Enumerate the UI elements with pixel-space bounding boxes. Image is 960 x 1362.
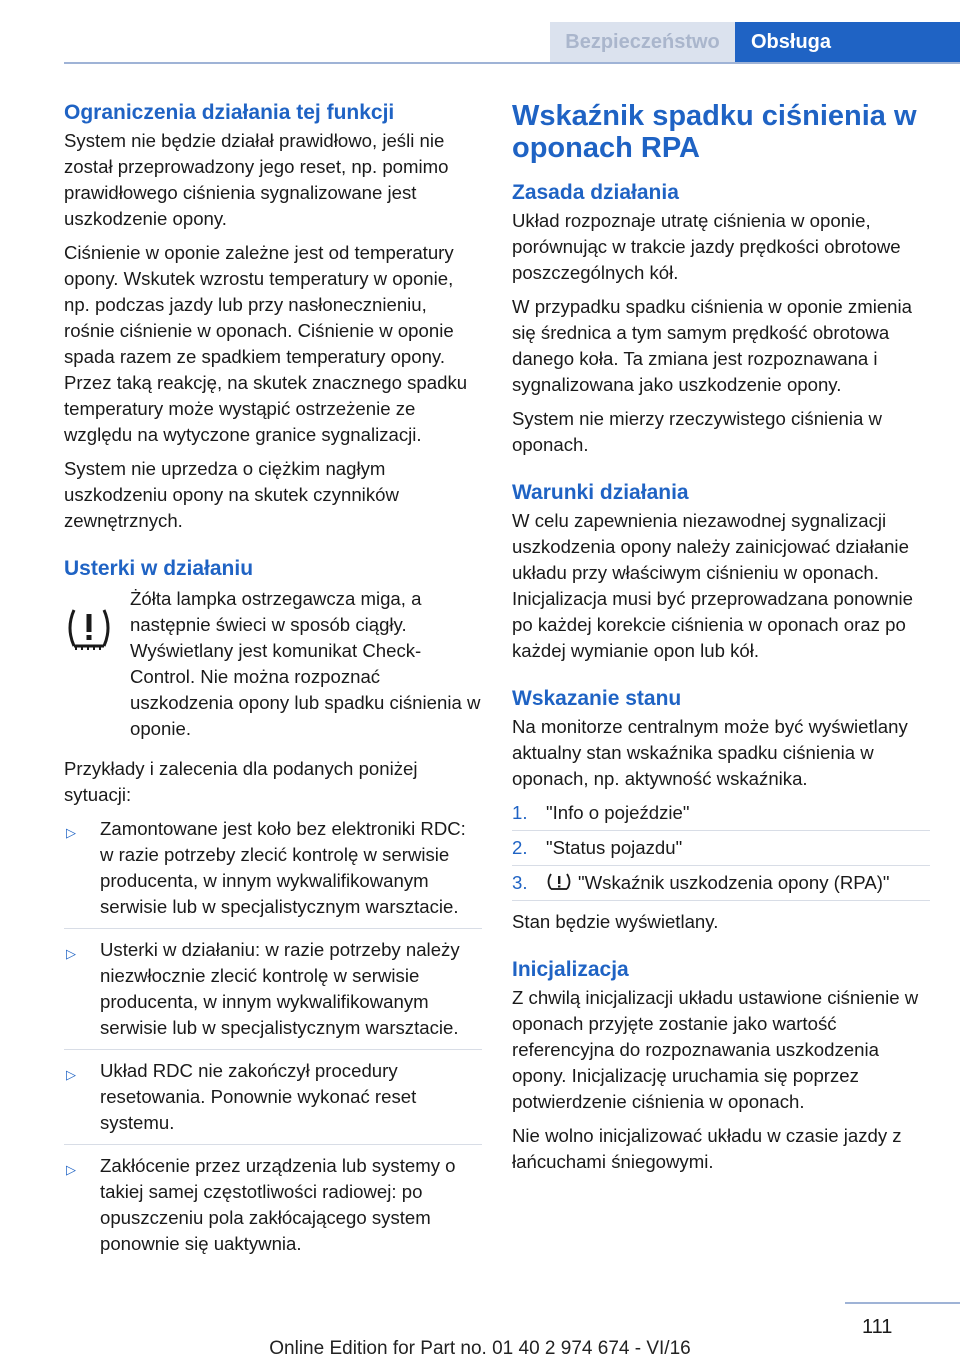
init-paragraph-2: Nie wolno inicjalizować układu w czasie jazdy z łańcuchami śniegowymi.: [512, 1125, 902, 1172]
status-heading: Wskazanie stanu: [512, 687, 682, 710]
tab-section[interactable]: Bezpieczeństwo: [550, 22, 735, 62]
footer-edition: Online Edition for Part no. 01 40 2 974 674 - VI/16: [269, 1338, 691, 1359]
steps-list: [512, 800, 930, 901]
triangle-bullet-icon: ▷: [66, 1067, 76, 1082]
faults-heading: Usterki w działaniu: [64, 557, 254, 580]
rpa-icon: [546, 872, 572, 892]
list-item: 1. "Info o pojeździe": [512, 800, 930, 831]
list-item: ▷ Układ RDC nie zakończył procedury resetowania. Ponownie wykonać reset systemu.: [64, 1058, 482, 1145]
principle-paragraph-2: W przypadku spadku ciśnienia w oponie zmienia się średnica a tym samym prędkość obrotowa danego koła. Ta zmiana jest rozpoznawana i sygnalizowana jako uszkodzenie opony.: [512, 296, 912, 395]
principle-paragraph-1: Układ rozpoznaje utratę ciśnienia w oponie, porównując w trakcie jazdy prędkości obrotowe poszczególnych kół.: [512, 210, 901, 283]
faults-paragraph-1: Żółta lampka ostrzegawcza miga, a następnie świeci w sposób ciągły. Wyświetlany jest komunikat Check-Control. Nie można rozpoznać uszkodzenia opony lub spadku ciśnienia w oponie.: [130, 588, 481, 739]
conditions-paragraph-1: W celu zapewnienia niezawodnej sygnalizacji uszkodzenia opony należy zainicjować działanie układu przy właściwym ciśnieniu w oponach. Inicjalizacja musi być przeprowadzana ponownie po każdej korekcie ciśnienia w oponach oraz po każdej wymianie opon lub kół.: [512, 510, 914, 661]
page-title: Wskaźnik spadku ciśnienia w oponach RPA: [512, 100, 917, 164]
list-item: ▷ Zakłócenie przez urządzenia lub systemy o takiej samej częstotliwości radiowej: po opuszczeniu pola zakłócającego system ponownie się uaktywnia.: [66, 1155, 456, 1254]
init-paragraph-1: Z chwilą inicjalizacji układu ustawione ciśnienie w oponach przyjęte zostanie jako wartość referencyjna do rozpoznawania uszkodzenia opony. Inicjalizację uruchamia się poprzez potwierdzenie ciśnienia w oponach.: [512, 987, 919, 1112]
conditions-heading: Warunki działania: [512, 481, 689, 504]
triangle-bullet-icon: ▷: [66, 825, 76, 840]
list-item: ▷ Usterki w działaniu: w razie potrzeby należy niezwłocznie zlecić kontrolę w serwisie producenta, w innym wykwalifikowanym serwisie lub w specjalistycznym warsztacie.: [64, 937, 482, 1050]
footer-rule: [845, 1302, 960, 1304]
page-number: 111: [862, 1316, 893, 1338]
limits-paragraph-1: System nie będzie działał prawidłowo, jeśli nie został przeprowadzony jego reset, np. pomimo prawidłowego ciśnienia sygnalizowane jest uszkodzenie opony.: [64, 130, 449, 229]
limits-paragraph-2: Ciśnienie w oponie zależne jest od temperatury opony. Wskutek wzrostu temperatury w oponie, np. podczas jazdy lub przy nasłonecznieniu, rośnie ciśnienie w oponach. Ciśnienie w oponie spada razem ze spadkiem temperatury opony. Przez taką reakcję, na skutek znacznego spadku temperatury może wystąpić ostrzeżenie ze względu na wytyczone granice sygnalizacji.: [64, 242, 468, 445]
principle-heading: Zasada działania: [512, 181, 679, 204]
left-column: [64, 100, 482, 1273]
tire-pressure-warning-icon: [64, 600, 114, 656]
right-column: [512, 100, 930, 1183]
bullet-list: [64, 816, 482, 1265]
header-rule: [64, 62, 960, 64]
triangle-bullet-icon: ▷: [66, 946, 76, 961]
header-tabs: [550, 22, 960, 62]
init-heading: Inicjalizacja: [512, 958, 629, 981]
limits-heading: Ograniczenia działania tej funkcji: [64, 101, 395, 124]
principle-paragraph-3: System nie mierzy rzeczywistego ciśnienia w oponach.: [512, 408, 882, 455]
triangle-bullet-icon: ▷: [66, 1162, 76, 1177]
faults-warning-block: [64, 586, 482, 742]
list-item: 3. "Wskaźnik uszkodzenia opony (RPA)": [512, 870, 930, 901]
status-paragraph-2: Stan będzie wyświetlany.: [512, 911, 719, 932]
list-item: 2. "Status pojazdu": [512, 835, 930, 866]
faults-paragraph-2: Przykłady i zalecenia dla podanych poniżej sytuacji:: [64, 758, 418, 805]
tab-chapter[interactable]: Obsługa: [735, 22, 960, 62]
status-paragraph-1: Na monitorze centralnym może być wyświetlany aktualny stan wskaźnika spadku ciśnienia w oponach, np. aktywność wskaźnika.: [512, 716, 908, 789]
limits-paragraph-3: System nie uprzedza o ciężkim nagłym uszkodzeniu opony na skutek czynników zewnętrznych.: [64, 458, 399, 531]
list-item: ▷ Zamontowane jest koło bez elektroniki RDC: w razie potrzeby zlecić kontrolę w serwisie producenta, w innym wykwalifikowanym serwisie lub w specjalistycznym warsztacie.: [64, 816, 482, 929]
